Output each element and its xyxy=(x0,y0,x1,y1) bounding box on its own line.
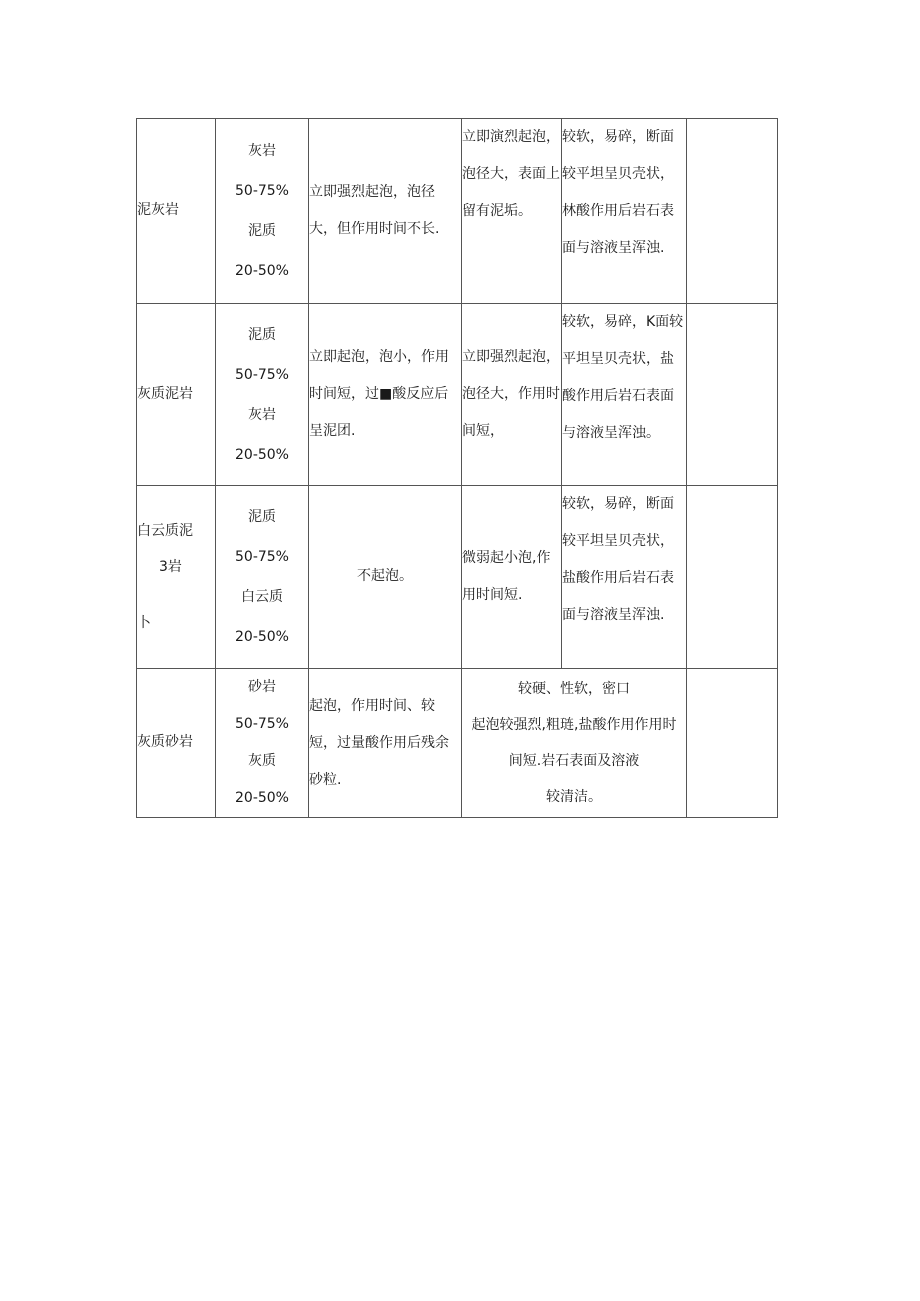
merged-text-line: 起泡较强烈,粗琏,盐酸作用作用时 xyxy=(471,717,677,733)
table-row xyxy=(137,486,778,669)
note-cell xyxy=(687,304,778,486)
composition-line: 20-50% xyxy=(235,629,289,645)
cold-acid-reaction-text: 立即起泡，泡小，作用时间短，过■酸反应后呈泥团. xyxy=(309,349,449,439)
merged-text-line: 间短.岩石表面及溶液 xyxy=(508,753,640,769)
merged-reaction-characteristics-cell xyxy=(462,669,687,818)
composition-cell xyxy=(216,486,309,669)
cold-acid-reaction-text: 立即强烈起泡，泡径大，但作用时间不长. xyxy=(309,184,440,237)
table-row xyxy=(137,669,778,818)
characteristics-text: 较软，易碎，断面较平坦呈贝壳状，盐酸作用后岩石表面与溶液呈浑浊. xyxy=(562,496,674,623)
composition-line: 50-75% xyxy=(235,716,289,732)
merged-text-line: 较清洁。 xyxy=(546,789,602,805)
composition-line: 灰岩 xyxy=(248,143,276,159)
composition-line: 灰岩 xyxy=(248,406,276,423)
merged-text-line: 较硬、性软，密口 xyxy=(518,681,630,697)
rock-name: 灰质砂岩 xyxy=(137,734,193,751)
hot-acid-reaction-text: 微弱起小泡,作用时间短. xyxy=(462,550,551,603)
rock-name: 灰质泥岩 xyxy=(137,385,193,402)
hot-acid-reaction-cell xyxy=(462,304,562,486)
rock-name-cell xyxy=(137,304,216,486)
rock-name-cell xyxy=(137,119,216,304)
rock-property-table xyxy=(136,118,778,818)
composition-line: 20-50% xyxy=(235,446,289,463)
characteristics-cell xyxy=(562,119,687,304)
composition-cell xyxy=(216,669,309,818)
characteristics-cell xyxy=(562,304,687,486)
composition-line: 50-75% xyxy=(235,183,289,199)
hot-acid-reaction-text: 立即强烈起泡，泡径大，作用时间短， xyxy=(462,349,560,439)
table-row xyxy=(137,304,778,486)
rock-name-line: 3岩 xyxy=(159,559,182,575)
composition-line: 灰质 xyxy=(248,753,276,769)
cold-acid-reaction-text: 不起泡。 xyxy=(357,568,413,585)
rock-name: 泥灰岩 xyxy=(137,202,179,219)
rock-name-cell xyxy=(137,486,216,669)
composition-cell xyxy=(216,304,309,486)
composition-line: 20-50% xyxy=(235,790,289,806)
cold-acid-reaction-cell xyxy=(309,119,462,304)
rock-name-line: 白云质泥 xyxy=(137,523,193,539)
note-cell xyxy=(687,119,778,304)
rock-name-line: 卜 xyxy=(137,615,151,631)
composition-line: 泥质 xyxy=(248,223,276,239)
note-cell xyxy=(687,486,778,669)
composition-line: 20-50% xyxy=(235,263,289,279)
table-row xyxy=(137,119,778,304)
cold-acid-reaction-cell xyxy=(309,669,462,818)
composition-line: 泥质 xyxy=(248,326,276,343)
cold-acid-reaction-text: 起泡，作用时间、较短，过量酸作用后残余砂粒. xyxy=(309,697,449,788)
rock-name-cell xyxy=(137,669,216,818)
composition-line: 泥质 xyxy=(248,509,276,525)
hot-acid-reaction-cell xyxy=(462,119,562,304)
composition-line: 白云质 xyxy=(241,589,283,605)
cold-acid-reaction-cell xyxy=(309,486,462,669)
note-cell xyxy=(687,669,778,818)
cold-acid-reaction-cell xyxy=(309,304,462,486)
composition-line: 砂岩 xyxy=(248,679,276,695)
composition-cell xyxy=(216,119,309,304)
characteristics-text: 较软，易碎，K面较平坦呈贝壳状，盐酸作用后岩石表面与溶液呈浑浊。 xyxy=(562,314,684,441)
hot-acid-reaction-text: 立即演烈起泡，泡径大，表面上留有泥垢。 xyxy=(462,129,560,219)
composition-line: 50-75% xyxy=(235,549,289,565)
characteristics-cell xyxy=(562,486,687,669)
characteristics-text: 较软，易碎，断面较平坦呈贝壳状，林酸作用后岩石表面与溶液呈浑浊. xyxy=(562,129,674,256)
composition-line: 50-75% xyxy=(235,366,289,383)
hot-acid-reaction-cell xyxy=(462,486,562,669)
